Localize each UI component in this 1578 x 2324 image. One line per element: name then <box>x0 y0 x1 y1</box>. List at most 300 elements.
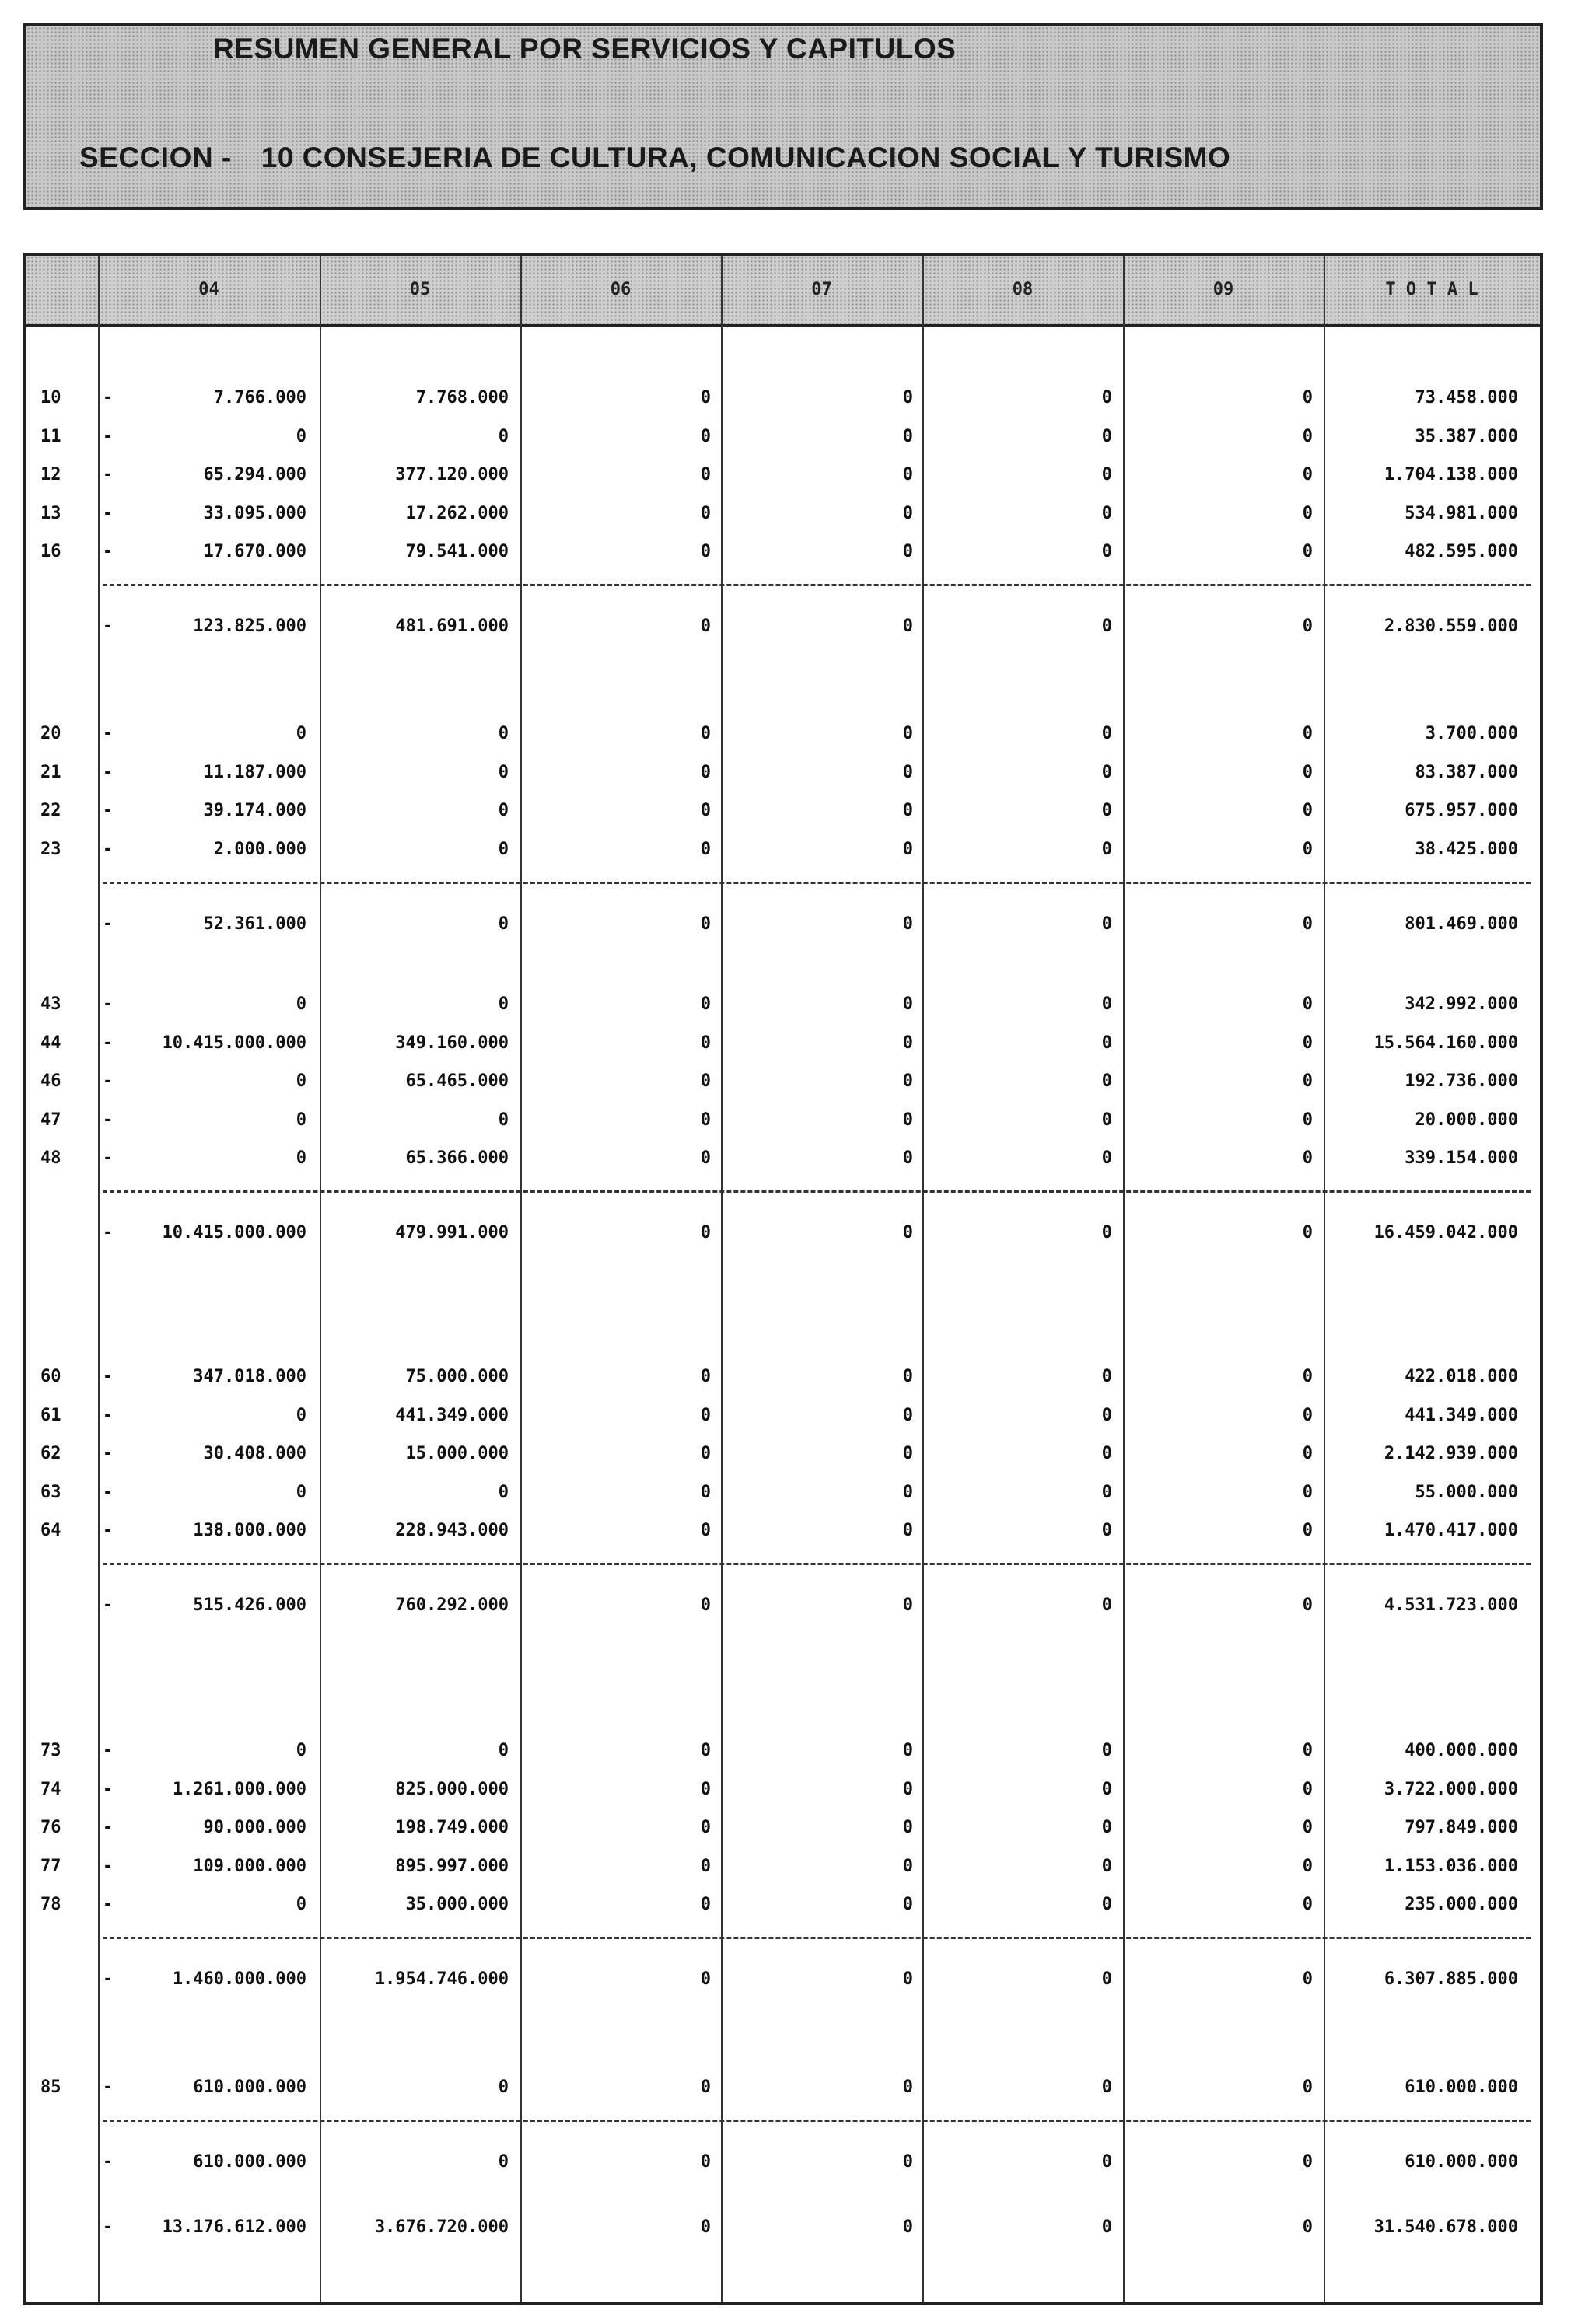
table-row <box>26 716 1540 752</box>
column-header-col-04: 04 <box>198 280 219 299</box>
cell-col-06: 0 <box>700 839 711 859</box>
cell-col-09: 0 <box>1302 503 1313 523</box>
section-label: SECCION - <box>79 142 232 173</box>
row-dash: - <box>103 2217 114 2237</box>
cell-col-09: 0 <box>1302 1969 1313 1989</box>
row-dash: - <box>103 1595 114 1615</box>
row-dash: - <box>103 1110 114 1130</box>
cell-col-09: 0 <box>1302 1148 1313 1168</box>
cell-col-07: 0 <box>902 914 913 934</box>
cell-col-09: 0 <box>1302 1595 1313 1615</box>
cell-col-04: 610.000.000 <box>193 2152 306 2172</box>
cell-col-07: 0 <box>902 1595 913 1615</box>
cell-col-04: 17.670.000 <box>203 542 306 561</box>
cell-col-09: 0 <box>1302 762 1313 782</box>
cell-col-04: 0 <box>296 1071 306 1091</box>
cell-col-06: 0 <box>700 724 711 743</box>
cell-col-07: 0 <box>902 1818 913 1837</box>
cell-col-04: 52.361.000 <box>203 914 306 934</box>
cell-col-08: 0 <box>1101 1818 1112 1837</box>
cell-col-09: 0 <box>1302 1110 1313 1130</box>
cell-col-total: 35.387.000 <box>1415 426 1518 446</box>
cell-col-08: 0 <box>1101 1741 1112 1760</box>
cell-col-04: 109.000.000 <box>193 1856 306 1876</box>
cell-col-05: 75.000.000 <box>405 1367 509 1386</box>
cell-col-06: 0 <box>700 1033 711 1053</box>
row-code: 12 <box>40 465 61 484</box>
cell-col-08: 0 <box>1101 1367 1112 1386</box>
table-row <box>26 419 1540 455</box>
cell-col-05: 479.991.000 <box>395 1223 509 1242</box>
cell-col-04: 65.294.000 <box>203 465 306 484</box>
cell-col-07: 0 <box>902 1148 913 1168</box>
table-row <box>26 1398 1540 1434</box>
cell-col-total: 675.957.000 <box>1405 801 1518 820</box>
cell-col-08: 0 <box>1101 762 1112 782</box>
row-dash: - <box>103 1033 114 1053</box>
cell-col-04: 11.187.000 <box>203 762 306 782</box>
cell-col-06: 0 <box>700 1071 711 1091</box>
cell-col-04: 0 <box>296 1110 306 1130</box>
cell-col-06: 0 <box>700 2152 711 2172</box>
cell-col-06: 0 <box>700 994 711 1014</box>
subtotal-separator <box>103 2120 1531 2122</box>
cell-col-total: 610.000.000 <box>1405 2078 1518 2097</box>
cell-col-04: 13.176.612.000 <box>162 2217 306 2237</box>
row-dash: - <box>103 617 114 636</box>
cell-col-06: 0 <box>700 1110 711 1130</box>
cell-col-09: 0 <box>1302 801 1313 820</box>
cell-col-04: 0 <box>296 724 306 743</box>
cell-col-total: 15.564.160.000 <box>1373 1033 1518 1053</box>
cell-col-total: 235.000.000 <box>1405 1895 1518 1914</box>
cell-col-06: 0 <box>700 1969 711 1989</box>
cell-col-09: 0 <box>1302 1895 1313 1914</box>
cell-col-08: 0 <box>1101 724 1112 743</box>
cell-col-07: 0 <box>902 388 913 407</box>
cell-col-09: 0 <box>1302 1741 1313 1760</box>
cell-col-07: 0 <box>902 762 913 782</box>
row-dash: - <box>103 801 114 820</box>
cell-col-total: 83.387.000 <box>1415 762 1518 782</box>
cell-col-total: 610.000.000 <box>1405 2152 1518 2172</box>
cell-col-04: 1.460.000.000 <box>172 1969 306 1989</box>
cell-col-06: 0 <box>700 1779 711 1799</box>
cell-col-06: 0 <box>700 1595 711 1615</box>
cell-col-06: 0 <box>700 1367 711 1386</box>
row-dash: - <box>103 2152 114 2172</box>
cell-col-08: 0 <box>1101 1405 1112 1425</box>
cell-col-07: 0 <box>902 465 913 484</box>
cell-col-08: 0 <box>1101 1595 1112 1615</box>
cell-col-total: 2.142.939.000 <box>1384 1444 1518 1463</box>
row-code: 85 <box>40 2078 61 2097</box>
row-code: 10 <box>40 388 61 407</box>
subtotal-row <box>26 1962 1540 1997</box>
cell-col-04: 10.415.000.000 <box>162 1223 306 1242</box>
report-title: RESUMEN GENERAL POR SERVICIOS Y CAPITULOS <box>213 33 957 65</box>
cell-col-04: 0 <box>296 1895 306 1914</box>
cell-col-04: 515.426.000 <box>193 1595 306 1615</box>
cell-col-08: 0 <box>1101 914 1112 934</box>
cell-col-total: 31.540.678.000 <box>1373 2217 1518 2237</box>
row-dash: - <box>103 724 114 743</box>
cell-col-08: 0 <box>1101 1895 1112 1914</box>
cell-col-08: 0 <box>1101 465 1112 484</box>
table-row <box>26 1513 1540 1549</box>
row-dash: - <box>103 1444 114 1463</box>
row-code: 62 <box>40 1444 61 1463</box>
cell-col-07: 0 <box>902 1856 913 1876</box>
row-dash: - <box>103 1818 114 1837</box>
row-dash: - <box>103 994 114 1014</box>
cell-col-total: 3.700.000 <box>1425 724 1518 743</box>
cell-col-06: 0 <box>700 1856 711 1876</box>
cell-col-total: 6.307.885.000 <box>1384 1969 1518 1989</box>
row-dash: - <box>103 426 114 446</box>
cell-col-05: 228.943.000 <box>395 1521 509 1540</box>
cell-col-05: 441.349.000 <box>395 1405 509 1425</box>
row-dash: - <box>103 1741 114 1760</box>
table-row <box>26 1103 1540 1138</box>
subtotal-row <box>26 2144 1540 2180</box>
cell-col-total: 16.459.042.000 <box>1373 1223 1518 1242</box>
cell-col-total: 3.722.000.000 <box>1384 1779 1518 1799</box>
row-dash: - <box>103 1223 114 1242</box>
row-code: 60 <box>40 1367 61 1386</box>
cell-col-09: 0 <box>1302 2152 1313 2172</box>
column-header-col-07: 07 <box>811 280 832 299</box>
cell-col-06: 0 <box>700 426 711 446</box>
table-row <box>26 1436 1540 1472</box>
cell-col-07: 0 <box>902 1779 913 1799</box>
row-dash: - <box>103 1895 114 1914</box>
cell-col-07: 0 <box>902 1444 913 1463</box>
cell-col-05: 0 <box>498 1482 509 1502</box>
cell-col-07: 0 <box>902 617 913 636</box>
cell-col-06: 0 <box>700 1148 711 1168</box>
row-dash: - <box>103 1856 114 1876</box>
cell-col-05: 15.000.000 <box>405 1444 509 1463</box>
cell-col-05: 825.000.000 <box>395 1779 509 1799</box>
cell-col-05: 481.691.000 <box>395 617 509 636</box>
row-code: 44 <box>40 1033 61 1053</box>
cell-col-06: 0 <box>700 1482 711 1502</box>
cell-col-06: 0 <box>700 465 711 484</box>
row-code: 22 <box>40 801 61 820</box>
table-row <box>26 534 1540 570</box>
cell-col-04: 2.000.000 <box>213 839 306 859</box>
cell-col-06: 0 <box>700 617 711 636</box>
row-code: 43 <box>40 994 61 1014</box>
row-code: 74 <box>40 1779 61 1799</box>
row-code: 47 <box>40 1110 61 1130</box>
row-code: 77 <box>40 1856 61 1876</box>
cell-col-total: 400.000.000 <box>1405 1741 1518 1760</box>
table-row <box>26 1475 1540 1511</box>
row-code: 11 <box>40 426 61 446</box>
cell-col-04: 39.174.000 <box>203 801 306 820</box>
subtotal-separator <box>103 1190 1531 1193</box>
table-row <box>26 2070 1540 2106</box>
summary-table <box>23 253 1543 2305</box>
cell-col-07: 0 <box>902 1741 913 1760</box>
cell-col-09: 0 <box>1302 1521 1313 1540</box>
cell-col-07: 0 <box>902 542 913 561</box>
cell-col-05: 0 <box>498 994 509 1014</box>
cell-col-total: 797.849.000 <box>1405 1818 1518 1837</box>
section-number: 10 <box>261 142 294 173</box>
subtotal-row <box>26 907 1540 942</box>
cell-col-05: 65.366.000 <box>405 1148 509 1168</box>
table-row <box>26 457 1540 493</box>
cell-col-total: 482.595.000 <box>1405 542 1518 561</box>
cell-col-05: 0 <box>498 801 509 820</box>
subtotal-separator <box>103 1937 1531 1939</box>
cell-col-08: 0 <box>1101 617 1112 636</box>
cell-col-09: 0 <box>1302 465 1313 484</box>
table-row <box>26 793 1540 829</box>
cell-col-07: 0 <box>902 2152 913 2172</box>
cell-col-09: 0 <box>1302 994 1313 1014</box>
cell-col-08: 0 <box>1101 2078 1112 2097</box>
row-code: 21 <box>40 762 61 782</box>
row-code: 48 <box>40 1148 61 1168</box>
cell-col-total: 534.981.000 <box>1405 503 1518 523</box>
table-row <box>26 1772 1540 1808</box>
cell-col-07: 0 <box>902 426 913 446</box>
row-code: 61 <box>40 1405 61 1425</box>
row-dash: - <box>103 914 114 934</box>
cell-col-total: 55.000.000 <box>1415 1482 1518 1502</box>
cell-col-07: 0 <box>902 839 913 859</box>
cell-col-09: 0 <box>1302 839 1313 859</box>
row-code: 13 <box>40 503 61 523</box>
subtotal-row <box>26 609 1540 645</box>
cell-col-08: 0 <box>1101 1223 1112 1242</box>
cell-col-07: 0 <box>902 1521 913 1540</box>
row-code: 76 <box>40 1818 61 1837</box>
cell-col-08: 0 <box>1101 1033 1112 1053</box>
section-name: CONSEJERIA DE CULTURA, COMUNICACION SOCIAL Y TURISMO <box>302 142 1231 173</box>
cell-col-06: 0 <box>700 2217 711 2237</box>
row-code: 64 <box>40 1521 61 1540</box>
cell-col-05: 198.749.000 <box>395 1818 509 1837</box>
cell-col-07: 0 <box>902 2217 913 2237</box>
cell-col-06: 0 <box>700 1405 711 1425</box>
header-banner <box>23 23 1543 210</box>
cell-col-09: 0 <box>1302 1405 1313 1425</box>
cell-col-total: 1.153.036.000 <box>1384 1856 1518 1876</box>
cell-col-total: 4.531.723.000 <box>1384 1595 1518 1615</box>
cell-col-total: 441.349.000 <box>1405 1405 1518 1425</box>
subtotal-row <box>26 1215 1540 1251</box>
cell-col-06: 0 <box>700 1741 711 1760</box>
column-header-row <box>26 256 1540 327</box>
cell-col-06: 0 <box>700 503 711 523</box>
cell-col-07: 0 <box>902 724 913 743</box>
cell-col-04: 1.261.000.000 <box>172 1779 306 1799</box>
table-row <box>26 1359 1540 1395</box>
cell-col-06: 0 <box>700 914 711 934</box>
cell-col-08: 0 <box>1101 1969 1112 1989</box>
subtotal-separator <box>103 584 1531 586</box>
cell-col-09: 0 <box>1302 2217 1313 2237</box>
table-row <box>26 755 1540 791</box>
cell-col-04: 7.766.000 <box>213 388 306 407</box>
row-code: 16 <box>40 542 61 561</box>
row-code: 23 <box>40 839 61 859</box>
cell-col-05: 0 <box>498 839 509 859</box>
table-row <box>26 1064 1540 1099</box>
cell-col-08: 0 <box>1101 503 1112 523</box>
table-row <box>26 1141 1540 1176</box>
cell-col-05: 760.292.000 <box>395 1595 509 1615</box>
cell-col-08: 0 <box>1101 1521 1112 1540</box>
cell-col-08: 0 <box>1101 2217 1112 2237</box>
row-dash: - <box>103 1521 114 1540</box>
column-header-col-06: 06 <box>610 280 632 299</box>
cell-col-total: 339.154.000 <box>1405 1148 1518 1168</box>
row-code: 78 <box>40 1895 61 1914</box>
table-row <box>26 380 1540 416</box>
cell-col-06: 0 <box>700 801 711 820</box>
cell-col-06: 0 <box>700 1444 711 1463</box>
cell-col-09: 0 <box>1302 2078 1313 2097</box>
cell-col-05: 7.768.000 <box>415 388 509 407</box>
grand-total-row <box>26 2210 1540 2245</box>
cell-col-07: 0 <box>902 2078 913 2097</box>
cell-col-04: 90.000.000 <box>203 1818 306 1837</box>
column-header-col-08: 08 <box>1012 280 1034 299</box>
table-row <box>26 832 1540 868</box>
row-dash: - <box>103 1779 114 1799</box>
cell-col-04: 0 <box>296 1405 306 1425</box>
cell-col-09: 0 <box>1302 1033 1313 1053</box>
cell-col-07: 0 <box>902 994 913 1014</box>
cell-col-06: 0 <box>700 762 711 782</box>
cell-col-06: 0 <box>700 1521 711 1540</box>
cell-col-05: 349.160.000 <box>395 1033 509 1053</box>
cell-col-total: 2.830.559.000 <box>1384 617 1518 636</box>
cell-col-05: 17.262.000 <box>405 503 509 523</box>
subtotal-separator <box>103 882 1531 884</box>
cell-col-07: 0 <box>902 1405 913 1425</box>
cell-col-09: 0 <box>1302 914 1313 934</box>
cell-col-09: 0 <box>1302 1071 1313 1091</box>
cell-col-07: 0 <box>902 1071 913 1091</box>
cell-col-05: 0 <box>498 1741 509 1760</box>
cell-col-08: 0 <box>1101 2152 1112 2172</box>
cell-col-total: 422.018.000 <box>1405 1367 1518 1386</box>
row-code: 20 <box>40 724 61 743</box>
column-header-col-09: 09 <box>1212 280 1234 299</box>
row-dash: - <box>103 465 114 484</box>
cell-col-07: 0 <box>902 1223 913 1242</box>
cell-col-04: 30.408.000 <box>203 1444 306 1463</box>
table-row <box>26 1887 1540 1923</box>
cell-col-08: 0 <box>1101 426 1112 446</box>
cell-col-total: 342.992.000 <box>1405 994 1518 1014</box>
row-code: 63 <box>40 1482 61 1502</box>
cell-col-05: 0 <box>498 426 509 446</box>
cell-col-07: 0 <box>902 1969 913 1989</box>
row-dash: - <box>103 2078 114 2097</box>
table-row <box>26 1849 1540 1885</box>
cell-col-total: 801.469.000 <box>1405 914 1518 934</box>
cell-col-09: 0 <box>1302 724 1313 743</box>
cell-col-06: 0 <box>700 542 711 561</box>
cell-col-05: 1.954.746.000 <box>374 1969 509 1989</box>
cell-col-05: 0 <box>498 724 509 743</box>
cell-col-05: 79.541.000 <box>405 542 509 561</box>
cell-col-09: 0 <box>1302 1482 1313 1502</box>
row-dash: - <box>103 1482 114 1502</box>
section-heading <box>79 142 1230 174</box>
cell-col-06: 0 <box>700 1895 711 1914</box>
cell-col-08: 0 <box>1101 1856 1112 1876</box>
cell-col-04: 123.825.000 <box>193 617 306 636</box>
cell-col-08: 0 <box>1101 839 1112 859</box>
cell-col-07: 0 <box>902 1482 913 1502</box>
cell-col-08: 0 <box>1101 542 1112 561</box>
cell-col-07: 0 <box>902 1895 913 1914</box>
row-code: 73 <box>40 1741 61 1760</box>
row-code: 46 <box>40 1071 61 1091</box>
row-dash: - <box>103 839 114 859</box>
cell-col-09: 0 <box>1302 617 1313 636</box>
table-row <box>26 987 1540 1022</box>
cell-col-09: 0 <box>1302 1444 1313 1463</box>
row-dash: - <box>103 503 114 523</box>
cell-col-09: 0 <box>1302 1818 1313 1837</box>
cell-col-05: 377.120.000 <box>395 465 509 484</box>
row-dash: - <box>103 1148 114 1168</box>
cell-col-04: 10.415.000.000 <box>162 1033 306 1053</box>
cell-col-total: 192.736.000 <box>1405 1071 1518 1091</box>
cell-col-05: 0 <box>498 762 509 782</box>
cell-col-total: 20.000.000 <box>1415 1110 1518 1130</box>
cell-col-08: 0 <box>1101 388 1112 407</box>
cell-col-09: 0 <box>1302 426 1313 446</box>
table-row <box>26 1733 1540 1769</box>
cell-col-05: 895.997.000 <box>395 1856 509 1876</box>
cell-col-04: 0 <box>296 426 306 446</box>
cell-col-total: 73.458.000 <box>1415 388 1518 407</box>
row-dash: - <box>103 1969 114 1989</box>
subtotal-separator <box>103 1563 1531 1565</box>
table-row <box>26 496 1540 532</box>
table-row <box>26 1810 1540 1846</box>
cell-col-04: 0 <box>296 994 306 1014</box>
row-dash: - <box>103 1367 114 1386</box>
cell-col-08: 0 <box>1101 1444 1112 1463</box>
cell-col-06: 0 <box>700 1818 711 1837</box>
cell-col-08: 0 <box>1101 1071 1112 1091</box>
cell-col-09: 0 <box>1302 1779 1313 1799</box>
cell-col-08: 0 <box>1101 1148 1112 1168</box>
cell-col-07: 0 <box>902 1110 913 1130</box>
row-dash: - <box>103 388 114 407</box>
cell-col-08: 0 <box>1101 1482 1112 1502</box>
cell-col-04: 610.000.000 <box>193 2078 306 2097</box>
cell-col-06: 0 <box>700 1223 711 1242</box>
row-dash: - <box>103 542 114 561</box>
row-dash: - <box>103 762 114 782</box>
cell-col-09: 0 <box>1302 388 1313 407</box>
cell-col-06: 0 <box>700 388 711 407</box>
column-header-col-05: 05 <box>409 280 431 299</box>
